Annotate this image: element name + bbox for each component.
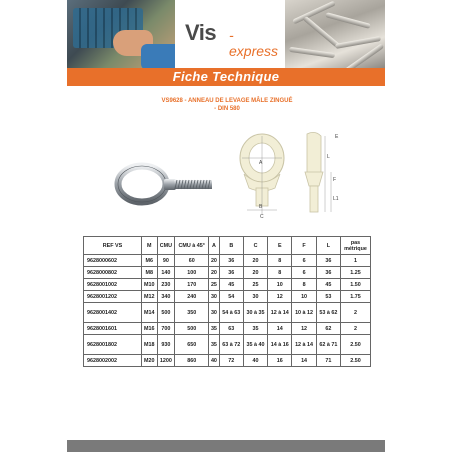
cell-m: M8	[142, 267, 158, 279]
cell-m: M16	[142, 323, 158, 335]
cell-f: 14	[292, 355, 316, 367]
cell-ref: 9628002002	[84, 355, 142, 367]
col-header-b: B	[219, 237, 243, 255]
cell-m: M14	[142, 303, 158, 323]
table-header-row	[84, 237, 371, 255]
cell-m: M18	[142, 335, 158, 355]
cell-c: 30	[243, 291, 267, 303]
cell-a: 35	[209, 335, 219, 355]
cell-b: 36	[219, 267, 243, 279]
cell-a: 35	[209, 323, 219, 335]
cell-f: 6	[292, 267, 316, 279]
cell-cmu45: 100	[175, 267, 209, 279]
cell-a: 20	[209, 267, 219, 279]
dim-label-l: L	[327, 154, 330, 160]
dim-label-f: F	[333, 177, 337, 183]
dim-label-a: A	[259, 160, 263, 166]
cell-pitch: 1.25	[341, 267, 371, 279]
cell-ref: 9628001402	[84, 303, 142, 323]
logo-main-text: Vis	[185, 20, 217, 45]
header-photo-screws	[285, 0, 385, 68]
table-row	[84, 323, 371, 335]
cell-f: 10 à 12	[292, 303, 316, 323]
cell-cmu: 1200	[157, 355, 175, 367]
dim-label-e: E	[335, 134, 339, 140]
product-title-line1: VS9628 - ANNEAU DE LEVAGE MÂLE ZINGUÉ	[161, 98, 293, 104]
col-header-pitch: pas métrique	[341, 237, 371, 255]
cell-m: M12	[142, 291, 158, 303]
cell-cmu45: 650	[175, 335, 209, 355]
cell-a: 25	[209, 279, 219, 291]
dim-label-b: B	[259, 204, 263, 210]
table-row	[84, 291, 371, 303]
cell-cmu45: 170	[175, 279, 209, 291]
cell-pitch: 2	[341, 303, 371, 323]
cell-b: 54	[219, 291, 243, 303]
cell-b: 45	[219, 279, 243, 291]
cell-l: 45	[316, 279, 340, 291]
cell-cmu: 340	[157, 291, 175, 303]
col-header-l: L	[316, 237, 340, 255]
col-header-f: F	[292, 237, 316, 255]
col-header-cmu45: CMU à 45°	[175, 237, 209, 255]
cell-e: 8	[268, 267, 292, 279]
col-header-m: M	[142, 237, 158, 255]
eye-bolt-photo	[112, 150, 222, 220]
cell-m: M10	[142, 279, 158, 291]
cell-ref: 9628001002	[84, 279, 142, 291]
table-row	[84, 335, 371, 355]
cell-a: 40	[209, 355, 219, 367]
cell-c: 35 à 40	[243, 335, 267, 355]
cell-pitch: 1	[341, 255, 371, 267]
cell-l: 53 à 62	[316, 303, 340, 323]
cell-e: 12	[268, 291, 292, 303]
cell-c: 20	[243, 255, 267, 267]
cell-ref: 9628001802	[84, 335, 142, 355]
cell-pitch: 2.50	[341, 355, 371, 367]
logo-accent-text: -express	[229, 27, 279, 59]
cell-e: 10	[268, 279, 292, 291]
cell-c: 25	[243, 279, 267, 291]
cell-b: 36	[219, 255, 243, 267]
cell-f: 8	[292, 279, 316, 291]
cell-ref: 9628001202	[84, 291, 142, 303]
cell-a: 30	[209, 291, 219, 303]
cell-f: 10	[292, 291, 316, 303]
cell-b: 63	[219, 323, 243, 335]
cell-f: 6	[292, 255, 316, 267]
cell-l: 71	[316, 355, 340, 367]
cell-cmu45: 60	[175, 255, 209, 267]
page-title: Fiche Technique	[172, 69, 280, 84]
cell-a: 30	[209, 303, 219, 323]
cell-pitch: 1.50	[341, 279, 371, 291]
cell-cmu45: 240	[175, 291, 209, 303]
cell-l: 62	[316, 323, 340, 335]
footer-band	[67, 440, 385, 452]
cell-e: 8	[268, 255, 292, 267]
brand-logo	[185, 20, 281, 59]
cell-cmu45: 350	[175, 303, 209, 323]
title-band	[67, 68, 385, 86]
dim-label-l1: L1	[333, 196, 339, 202]
cell-c: 30 à 35	[243, 303, 267, 323]
cell-f: 12	[292, 323, 316, 335]
side-view-drawing	[295, 128, 345, 220]
cell-m: M6	[142, 255, 158, 267]
cell-cmu45: 860	[175, 355, 209, 367]
table-row	[84, 255, 371, 267]
col-header-cmu: CMU	[157, 237, 175, 255]
col-header-a: A	[209, 237, 219, 255]
cell-b: 72	[219, 355, 243, 367]
cell-e: 16	[268, 355, 292, 367]
table-row	[84, 355, 371, 367]
screw-image	[344, 43, 385, 68]
table-row	[84, 303, 371, 323]
cell-cmu45: 500	[175, 323, 209, 335]
technical-sheet	[67, 0, 385, 452]
cell-cmu: 700	[157, 323, 175, 335]
cell-e: 14 à 16	[268, 335, 292, 355]
cell-b: 54 à 63	[219, 303, 243, 323]
table-row	[84, 267, 371, 279]
col-header-c: C	[243, 237, 267, 255]
cell-pitch: 1.75	[341, 291, 371, 303]
cell-a: 20	[209, 255, 219, 267]
cell-ref: 9628000802	[84, 267, 142, 279]
cell-ref: 9628001601	[84, 323, 142, 335]
cell-b: 63 à 72	[219, 335, 243, 355]
cell-cmu: 230	[157, 279, 175, 291]
cell-e: 12 à 14	[268, 303, 292, 323]
cell-cmu: 930	[157, 335, 175, 355]
cell-m: M20	[142, 355, 158, 367]
product-title-line2: - DIN 580	[214, 106, 240, 112]
cell-ref: 9628000602	[84, 255, 142, 267]
table-row	[84, 279, 371, 291]
cell-cmu: 500	[157, 303, 175, 323]
cell-cmu: 140	[157, 267, 175, 279]
header-photo-workshop	[67, 0, 175, 68]
cell-pitch: 2.50	[341, 335, 371, 355]
cell-c: 40	[243, 355, 267, 367]
cell-c: 20	[243, 267, 267, 279]
cell-pitch: 2	[341, 323, 371, 335]
cell-l: 36	[316, 267, 340, 279]
col-header-ref: REF VS	[84, 237, 142, 255]
sleeve-image	[141, 44, 175, 68]
screw-image	[289, 47, 335, 58]
dim-label-c: C	[260, 214, 264, 220]
cell-f: 12 à 14	[292, 335, 316, 355]
cell-l: 36	[316, 255, 340, 267]
cell-l: 62 à 71	[316, 335, 340, 355]
spec-table	[83, 236, 371, 367]
cell-c: 35	[243, 323, 267, 335]
screw-image	[325, 12, 371, 29]
cell-e: 14	[268, 323, 292, 335]
product-title	[127, 97, 327, 113]
cell-cmu: 90	[157, 255, 175, 267]
col-header-e: E	[268, 237, 292, 255]
cell-l: 53	[316, 291, 340, 303]
